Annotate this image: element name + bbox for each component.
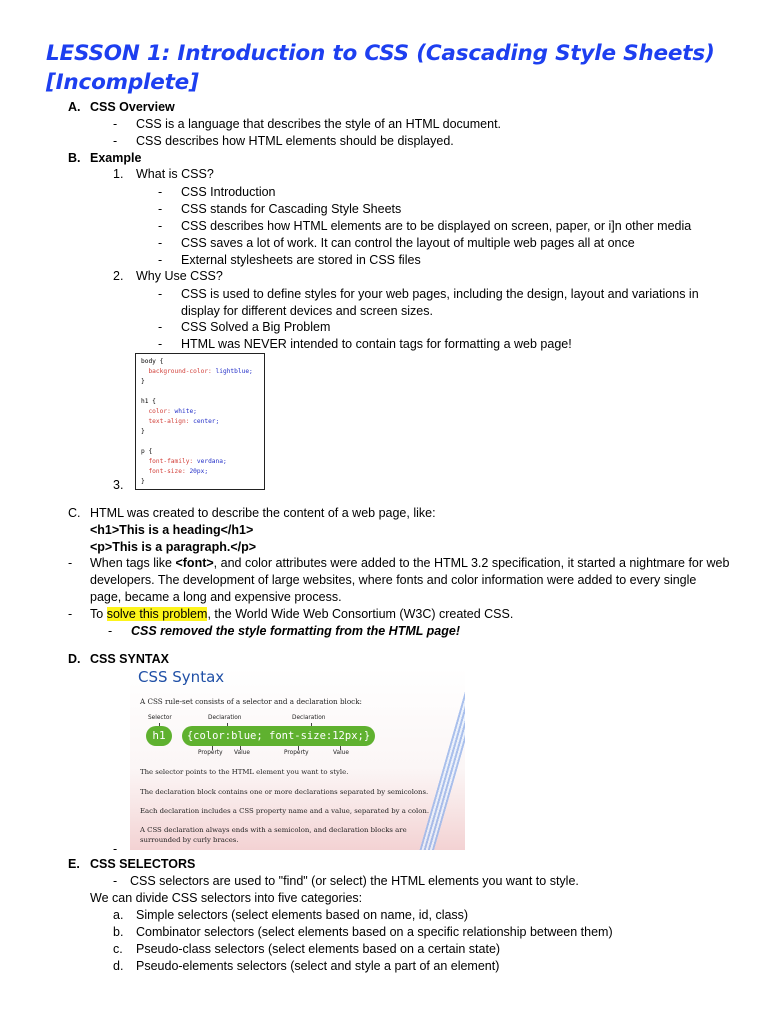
selector-pill: h1 [146,726,172,746]
highlighted-text: solve this problem [106,607,208,621]
syntax-note: The selector points to the HTML element you want to style. [140,768,349,776]
list-item: HTML was NEVER intended to contain tags for formatting a web page! [181,337,572,351]
bullet-dash: - [158,236,163,250]
bullet-dash: - [108,624,113,638]
page-title-status: [Incomplete] [46,70,199,95]
code-property: text-align: [148,418,190,425]
list-number: 2. [113,269,124,283]
code-property: font-family: [148,458,194,465]
section-e-marker: E. [68,857,80,871]
text-run: To [90,607,107,621]
history-paragraph [90,555,730,606]
list-item: CSS Introduction [181,185,276,199]
list-letter: c. [113,942,123,956]
list-letter: b. [113,925,124,939]
code-line: } [141,428,145,435]
section-b-marker: B. [68,151,81,165]
list-item: Pseudo-class selectors (select elements based on a certain state) [136,942,501,956]
code-property: background-color: [148,368,212,375]
bullet-dash: - [158,219,163,233]
code-value: verdana; [196,458,227,465]
bullet-dash: - [158,202,163,216]
emphasis-text: CSS removed the style formatting from the HTML page! [131,624,460,638]
selectors-intro: We can divide CSS selectors into five categories: [90,891,363,905]
section-a-heading: CSS Overview [90,100,175,114]
code-value: 20px; [189,468,209,475]
label-property: Property [284,750,309,756]
w3c-paragraph [90,606,513,623]
selectors-description: CSS selectors are used to "find" (or select) the HTML elements you want to style. [130,874,579,888]
bullet-dash: - [113,842,118,856]
bullet-dash: - [113,134,118,148]
list-item: CSS describes how HTML elements are to be displayed on screen, paper, or i]n other media [181,219,692,233]
list-item: CSS Solved a Big Problem [181,320,331,334]
label-property: Property [198,750,223,756]
bullet-dash: - [158,185,163,199]
section-a-bullet: CSS describes how HTML elements should be displayed. [136,134,454,148]
list-item: CSS is used to define styles for your web pages, including the design, layout and variations in display for different devices and screen sizes. [181,287,699,318]
code-line: } [141,378,145,385]
section-d-marker: D. [68,652,81,666]
code-line: } [141,478,145,485]
label-value: Value [234,750,250,756]
section-c-intro: HTML was created to describe the content of a web page, like: [90,506,436,520]
text-run: , and color attributes were added to the HTML 3.2 specification, it started a nightmare for web developers. The development of large websites, where fonts and color information were added to every single page, became a long and expensive process. [90,556,730,604]
list-item: What is CSS? [136,167,214,181]
section-d-heading: CSS SYNTAX [90,652,169,666]
section-b-heading: Example [90,151,142,165]
list-item: Combinator selectors (select elements based on a specific relationship between them) [136,925,613,939]
section-e-heading: CSS SELECTORS [90,857,196,871]
section-c-marker: C. [68,506,81,520]
syntax-note: The declaration block contains one or more declarations separated by semicolons. [140,788,429,796]
list-item: CSS stands for Cascading Style Sheets [181,202,402,216]
bullet-dash: - [113,874,118,888]
code-line: body { [141,358,164,365]
list-letter: d. [113,959,124,973]
css-syntax-image [130,667,465,850]
html-code-sample: <h1>This is a heading</h1> [90,523,254,537]
bullet-dash: - [158,337,163,351]
label-value: Value [333,750,349,756]
declaration-pill: {color:blue; font-size:12px;} [182,726,375,746]
bullet-dash: - [68,607,73,621]
syntax-intro: A CSS rule-set consists of a selector and a declaration block: [140,697,362,706]
bullet-dash: - [158,253,163,267]
bullet-dash: - [158,320,163,334]
list-item: CSS saves a lot of work. It can control the layout of multiple web pages all at once [181,236,635,250]
code-line: h1 { [141,398,156,405]
html-code-sample: <p>This is a paragraph.</p> [90,540,257,554]
text-run: When tags like [90,556,176,570]
label-selector: Selector [148,715,172,721]
list-item: Pseudo-elements selectors (select and style a part of an element) [136,959,500,973]
list-item: External stylesheets are stored in CSS files [181,253,421,267]
label-declaration: Declaration [208,715,242,721]
list-letter: a. [113,908,124,922]
list-number: 3. [113,478,124,492]
code-value: white; [174,408,197,415]
text-run: , the World Wide Web Consortium (W3C) created CSS. [207,607,514,621]
list-number: 1. [113,167,124,181]
code-property: color: [148,408,171,415]
section-a-marker: A. [68,100,81,114]
code-value: lightblue; [215,368,253,375]
font-tag: <font> [175,556,214,570]
page-title: LESSON 1: Introduction to CSS (Cascading Style Sheets) [46,41,715,66]
syntax-note: A CSS declaration always ends with a semicolon, and declaration blocks are [140,826,407,834]
css-code-example [135,353,265,490]
syntax-title: CSS Syntax [138,668,225,686]
syntax-note: Each declaration includes a CSS property name and a value, separated by a colon. [140,807,430,815]
bullet-dash: - [158,287,163,301]
list-item: Why Use CSS? [136,269,223,283]
list-item: Simple selectors (select elements based on name, id, class) [136,908,469,922]
code-property: font-size: [148,468,186,475]
code-line: p { [141,448,153,455]
syntax-note: surrounded by curly braces. [140,836,239,844]
decorative-stripe [416,667,465,850]
code-value: center; [193,418,220,425]
section-a-bullet: CSS is a language that describes the style of an HTML document. [136,117,502,131]
label-declaration: Declaration [292,715,326,721]
bullet-dash: - [113,117,118,131]
bullet-dash: - [68,556,73,570]
